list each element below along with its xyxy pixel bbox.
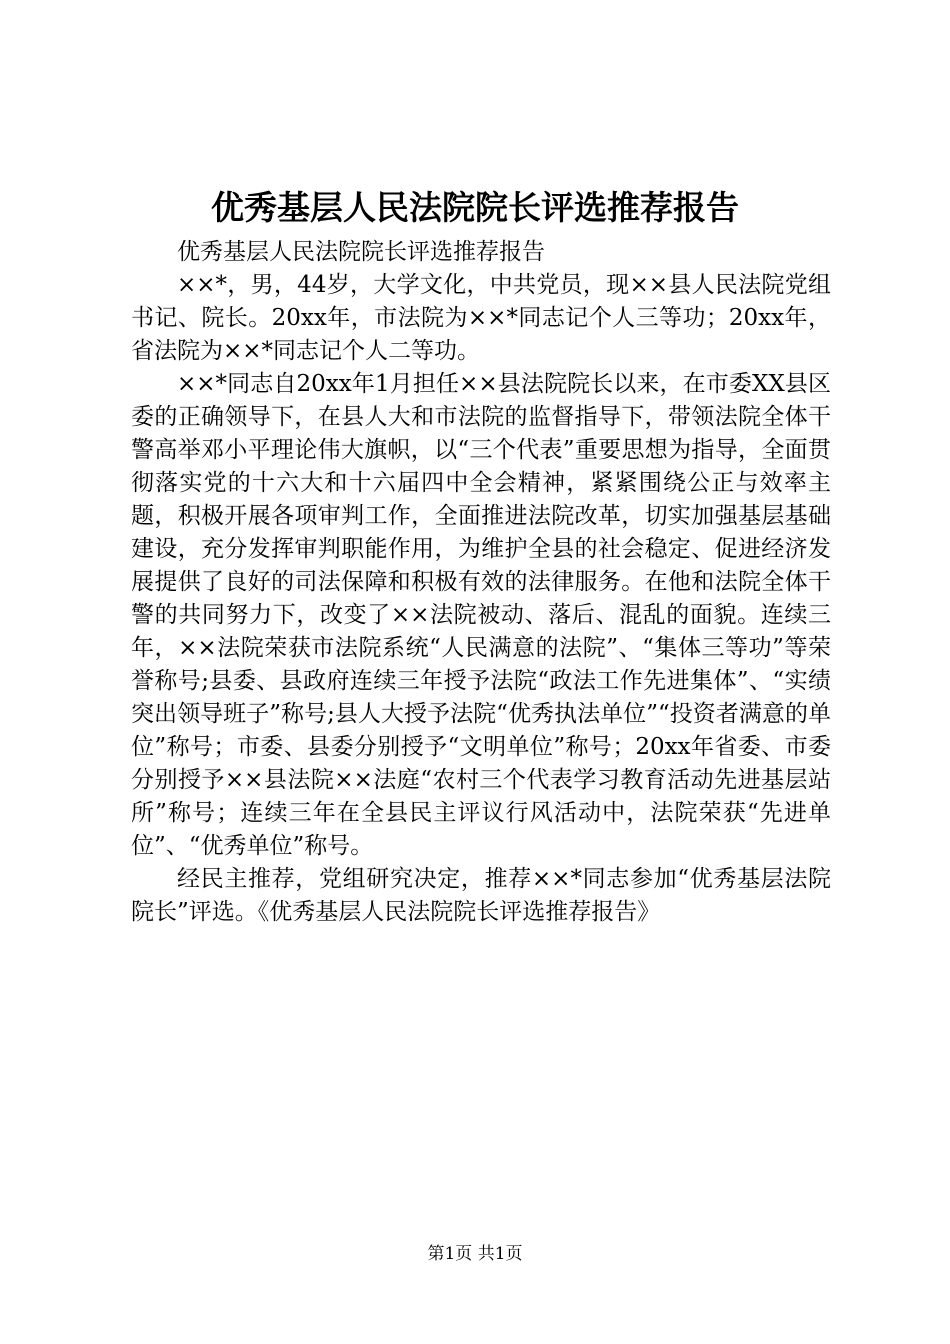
achievements-paragraph: ××*同志自20xx年1月担任××县法院院长以来，在市委XX县区委的正确领导下，在县人大和市法院的监督指导下，带领法院全体干警高举邓小平理论伟大旗帜，以“三个代表”重要思想为指导，全面贯彻落实党的十六大和十六届四中全会精神，紧紧围绕公正与效率主题，积极开展各项审判工作，全面推进法院改革，切实加强基层基础建设，充分发挥审判职能作用，为维护全县的社会稳定、促进经济发展提供了良好的司法保障和积极有效的法律服务。在他和法院全体干警的共同努力下，改变了××法院被动、落后、混乱的面貌。连续三年，××法院荣获市法院系统“人民满意的法院”、“集体三等功”等荣誉称号;县委、县政府连续三年授予法院“政法工作先进集体”、“实绩突出领导班子”称号;县人大授予法院“优秀执法单位”“投资者满意的单位”称号；市委、县委分别授予“文明单位”称号；20xx年省委、市委分别授予××县法院××法庭“农村三个代表学习教育活动先进基层站所”称号；连续三年在全县民主评议行风活动中，法院荣获“先进单位”、“优秀单位”称号。 [131,371,831,859]
subtitle-paragraph: 优秀基层人民法院院长评选推荐报告 [177,239,545,265]
document-body [131,236,831,929]
page-number-footer: 第1页 共1页 [427,1244,523,1264]
document-title: 优秀基层人民法院院长评选推荐报告 [211,188,739,227]
recommendation-paragraph: 经民主推荐，党组研究决定，推荐××*同志参加“优秀基层法院院长”评选。《优秀基层人民法院院长评选推荐报告》 [131,866,831,925]
intro-paragraph: ××*，男，44岁，大学文化，中共党员，现××县人民法院党组书记、院长。20xx年，市法院为××*同志记个人三等功；20xx年，省法院为××*同志记个人二等功。 [131,272,831,364]
